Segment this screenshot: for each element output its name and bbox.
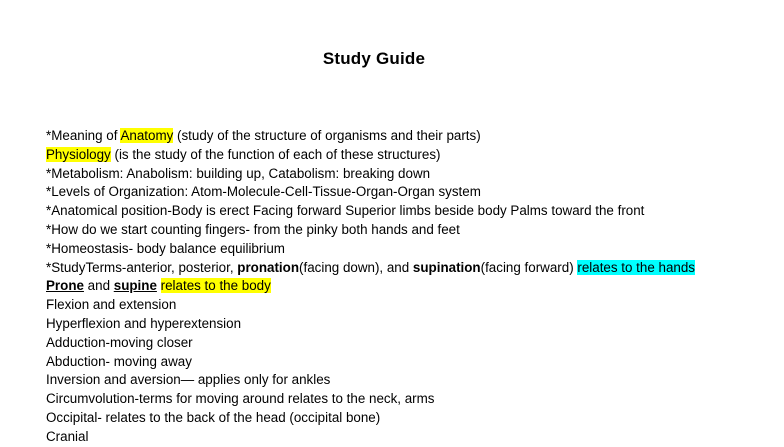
line-cranial: Cranial bbox=[46, 428, 89, 444]
line-anatomy bbox=[46, 127, 781, 146]
line-adduction: Adduction-moving closer bbox=[46, 334, 193, 350]
line-abduction: Abduction- moving away bbox=[46, 353, 192, 369]
line-text: *StudyTerms-anterior, posterior, bbox=[46, 259, 238, 275]
line-text: (facing forward) bbox=[480, 259, 578, 275]
term-supine: supine bbox=[113, 278, 157, 294]
line-levels-of-organization: *Levels of Organization: Atom-Molecule-Cell-Tissue-Organ-Organ system bbox=[46, 184, 481, 200]
line-anatomical-position: *Anatomical position-Body is erect Facing forward Superior limbs beside body Palms toward the front bbox=[46, 203, 645, 219]
line-counting-fingers: *How do we start counting fingers- from the pinky both hands and feet bbox=[46, 221, 460, 237]
line-occipital: Occipital- relates to the back of the head (occipital bone) bbox=[46, 409, 381, 425]
term-prone: Prone bbox=[46, 278, 84, 294]
term-pronation: pronation bbox=[237, 259, 300, 275]
line-homeostasis: *Homeostasis- body balance equilibrium bbox=[46, 240, 285, 256]
highlight-body: relates to the body bbox=[160, 278, 271, 294]
line-text: *Meaning of bbox=[46, 128, 121, 143]
line-metabolism: *Metabolism: Anabolism: building up, Catabolism: breaking down bbox=[46, 165, 431, 181]
line-text: (facing down), and bbox=[299, 259, 413, 275]
term-supination: supination bbox=[412, 259, 481, 275]
highlight-hands: relates to the hands bbox=[577, 259, 695, 275]
line-inversion: Inversion and aversion— applies only for ankles bbox=[46, 372, 331, 388]
highlight-physiology: Physiology bbox=[46, 146, 111, 162]
highlight-anatomy: Anatomy bbox=[120, 128, 174, 143]
line-physiology bbox=[46, 146, 781, 165]
line-text: and bbox=[83, 278, 114, 294]
page-title: Study Guide bbox=[322, 49, 426, 68]
line-flexion: Flexion and extension bbox=[46, 297, 177, 313]
line-prone-supine bbox=[46, 277, 781, 296]
study-guide-body bbox=[46, 127, 781, 447]
line-text: (is the study of the function of each of these structures) bbox=[110, 146, 441, 162]
line-hyperflexion: Hyperflexion and hyperextension bbox=[46, 315, 242, 331]
line-text: (study of the structure of organisms and their parts) bbox=[173, 128, 481, 143]
line-study-terms bbox=[46, 259, 781, 278]
line-circumvolution: Circumvolution-terms for moving around relates to the neck, arms bbox=[46, 391, 435, 407]
